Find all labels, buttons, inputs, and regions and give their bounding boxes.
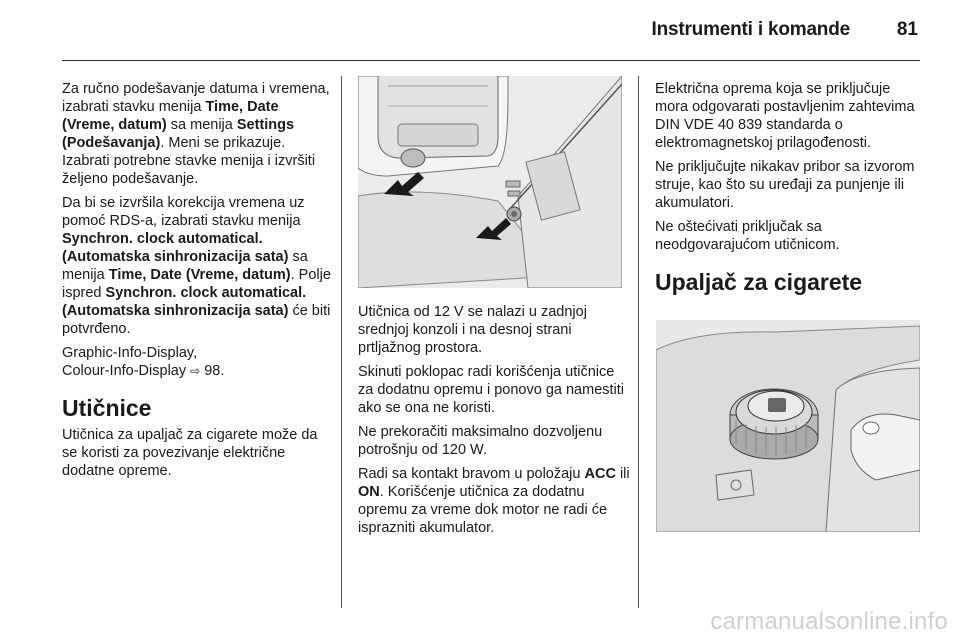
menu-time-date: Time, Date (Vreme, datum) <box>108 267 291 283</box>
paragraph-rds-time <box>62 194 332 338</box>
text: sa menija <box>166 117 237 133</box>
column-right <box>655 80 925 296</box>
column-left <box>62 80 332 486</box>
text: Radi sa kontakt bravom u položaju <box>358 466 585 482</box>
text: Da bi se izvršila korekcija vremena uz pomoć RDS-a, izabrati stavku menija <box>62 195 305 229</box>
column-divider-left <box>341 76 342 608</box>
paragraph-ignition-position <box>358 465 630 537</box>
text: . Korišćenje utičnica za dodatnu opremu za vreme dok motor ne radi će isprazniti akumulator. <box>358 484 608 536</box>
section-heading-sockets: Utičnice <box>62 395 152 421</box>
paragraph-socket-location: Utičnica od 12 V se nalazi u zadnjoj srednjoj konzoli i na desnoj strani prtljažnog prostora. <box>358 304 587 356</box>
page-number: 81 <box>896 19 918 40</box>
paragraph-no-damage: Ne oštećivati priključak sa neodgovarajućom utičnicom. <box>655 219 840 253</box>
header-rule <box>62 60 920 61</box>
paragraph-sockets-intro: Utičnica za upaljač za cigarete može da se koristi za povezivanje električne dodatne opreme. <box>62 427 318 479</box>
text: Graphic-Info-Display, <box>62 345 198 361</box>
column-divider-right <box>638 76 639 608</box>
paragraph-din-standard: Električna oprema koja se priključuje mora odgovarati postavljenim zahtevima DIN VDE 40 839 standarda o elektromagnetskoj prilagođenosti. <box>655 81 915 151</box>
menu-settings: Settings (Podešavanja) <box>62 117 295 151</box>
text: Colour-Info-Display <box>62 363 187 379</box>
ignition-acc: ACC <box>584 466 616 482</box>
paragraph-max-power: Ne prekoračiti maksimalno dozvoljenu potrošnju od 120 W. <box>358 424 603 458</box>
text: . Meni se prikazuje. Izabrati potrebne stavke menija i izvršiti željeno podešavanje. <box>62 135 316 187</box>
paragraph-display-reference <box>62 344 332 380</box>
column-middle <box>358 303 630 543</box>
page-header-title: Instrumenti i komande <box>651 19 850 40</box>
menu-item-synchron-clock: Synchron. clock automatical. (Automatska sinhronizacija sata) <box>62 231 289 265</box>
paragraph-no-charging-devices: Ne priključujte nikakav pribor sa izvorom struje, kao što su uređaji za punjenje ili akumulatori. <box>655 159 915 211</box>
text: Za ručno podešavanje datuma i vremena, izabrati stavku menija <box>62 81 330 115</box>
menu-item-synchron-clock-2: Synchron. clock automatical. (Automatska sinhronizacija sata) <box>62 285 307 319</box>
cigarette-lighter-illustration <box>656 320 920 532</box>
power-outlet-illustration <box>358 76 622 288</box>
text: će biti potvrđeno. <box>62 303 331 337</box>
page-reference-icon: ⇨ <box>190 364 201 378</box>
text: sa menija <box>62 249 308 283</box>
text: ili <box>615 466 630 482</box>
menu-item-time-date: Time, Date (Vreme, datum) <box>62 99 279 133</box>
section-heading-cigarette-lighter: Upaljač za cigarete <box>655 269 863 295</box>
watermark: carmanualsonline.info <box>710 608 948 635</box>
paragraph-manual-time <box>62 80 332 188</box>
page-reference: 98. <box>204 363 225 379</box>
text: . Polje ispred <box>62 267 331 301</box>
paragraph-socket-cover: Skinuti poklopac radi korišćenja utičnice za dodatnu opremu i ponovo ga namestiti ako se ona ne koristi. <box>358 364 625 416</box>
ignition-on: ON <box>358 484 380 500</box>
